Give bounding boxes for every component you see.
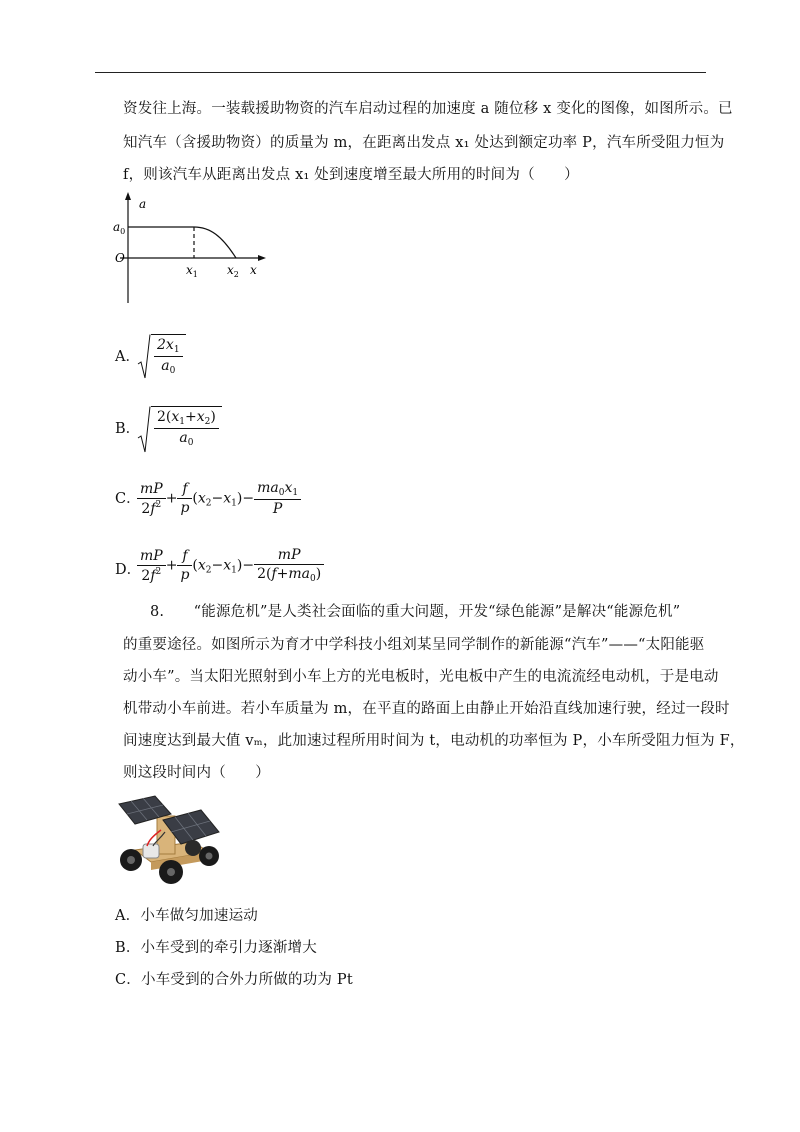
q8-line-1: 8. “能源危机”是人类社会面临的重大问题，开发“绿色能源”是解决“能源危机” <box>150 604 681 620</box>
q8-line-3: 动小车”。当太阳光照射到小车上方的光电板时，光电板中产生的电流流经电动机，于是电动 <box>123 669 719 685</box>
decreasing-acceleration-curve <box>194 227 236 258</box>
q8-option-a[interactable]: A．小车做匀加速运动 <box>115 908 258 924</box>
q8-option-b[interactable]: B．小车受到的牵引力逐渐增大 <box>115 940 317 956</box>
x2-label: $x_2$ <box>227 263 239 279</box>
sqrt-b: $\frac{2(x_1+x_2)}{a_0}$ <box>137 406 222 448</box>
option-a-formula <box>137 334 186 376</box>
a0-label: $a_0$ <box>113 220 126 236</box>
radical-icon <box>137 334 151 380</box>
option-c-formula: $\frac{mP}{2f^2}$ + $\frac{f}{p}$ $(x_2-x_1)-$ $\frac{ma_0x_1}{P}$ <box>137 480 301 517</box>
y-axis-arrow-icon <box>125 192 131 200</box>
option-d-formula: $\frac{mP}{2f^2}$ + $\frac{f}{p}$ $(x_2-x_1)-$ $\frac{mP}{2(f+ma_0)}$ <box>137 547 324 584</box>
option-d-label[interactable]: D． <box>115 562 142 578</box>
q8-option-c[interactable]: C．小车受到的合外力所做的功为 Pt <box>115 972 353 988</box>
option-a-label[interactable]: A． <box>115 349 140 365</box>
option-b-label[interactable]: B． <box>115 421 141 437</box>
x-axis-arrow-icon <box>258 255 266 261</box>
q7-line-2: 知汽车（含援助物资）的质量为 m，在距离出发点 x₁ 处达到额定功率 P，汽车所受阻力恒为 <box>123 135 725 151</box>
q8-line-4: 机带动小车前进。若小车质量为 m，在平直的路面上由静止开始沿直线加速行驶，经过一段时 <box>123 701 730 717</box>
option-b-formula <box>137 406 222 448</box>
radical-icon <box>137 406 151 454</box>
sqrt-a: $\frac{2x_1}{a_0}$ <box>137 334 186 376</box>
origin-label: O <box>115 251 125 265</box>
x1-label: $x_1$ <box>186 263 198 279</box>
q8-line-2: 的重要途径。如图所示为育才中学科技小组刘某呈同学制作的新能源“汽车”——“太阳能驱 <box>123 637 705 653</box>
q8-line-6: 则这段时间内（ ） <box>123 765 270 781</box>
x-axis-label-x: x <box>250 263 257 277</box>
q7-line-1: 资发往上海。一装载援助物资的汽车启动过程的加速度 a 随位移 x 变化的图像，如图所示。已 <box>123 101 733 117</box>
y-axis-label-a: a <box>139 197 147 211</box>
option-c-label[interactable]: C． <box>115 491 141 507</box>
acceleration-displacement-graph <box>110 190 270 305</box>
q8-line-5: 间速度达到最大值 vₘ，此加速过程所用时间为 t，电动机的功率恒为 P，小车所受阻力恒为 F， <box>123 733 745 749</box>
q7-line-3: f，则该汽车从距离出发点 x₁ 处到速度增至最大所用的时间为（ ） <box>123 167 579 183</box>
header-rule <box>95 72 706 73</box>
solar-car-image <box>113 790 225 888</box>
